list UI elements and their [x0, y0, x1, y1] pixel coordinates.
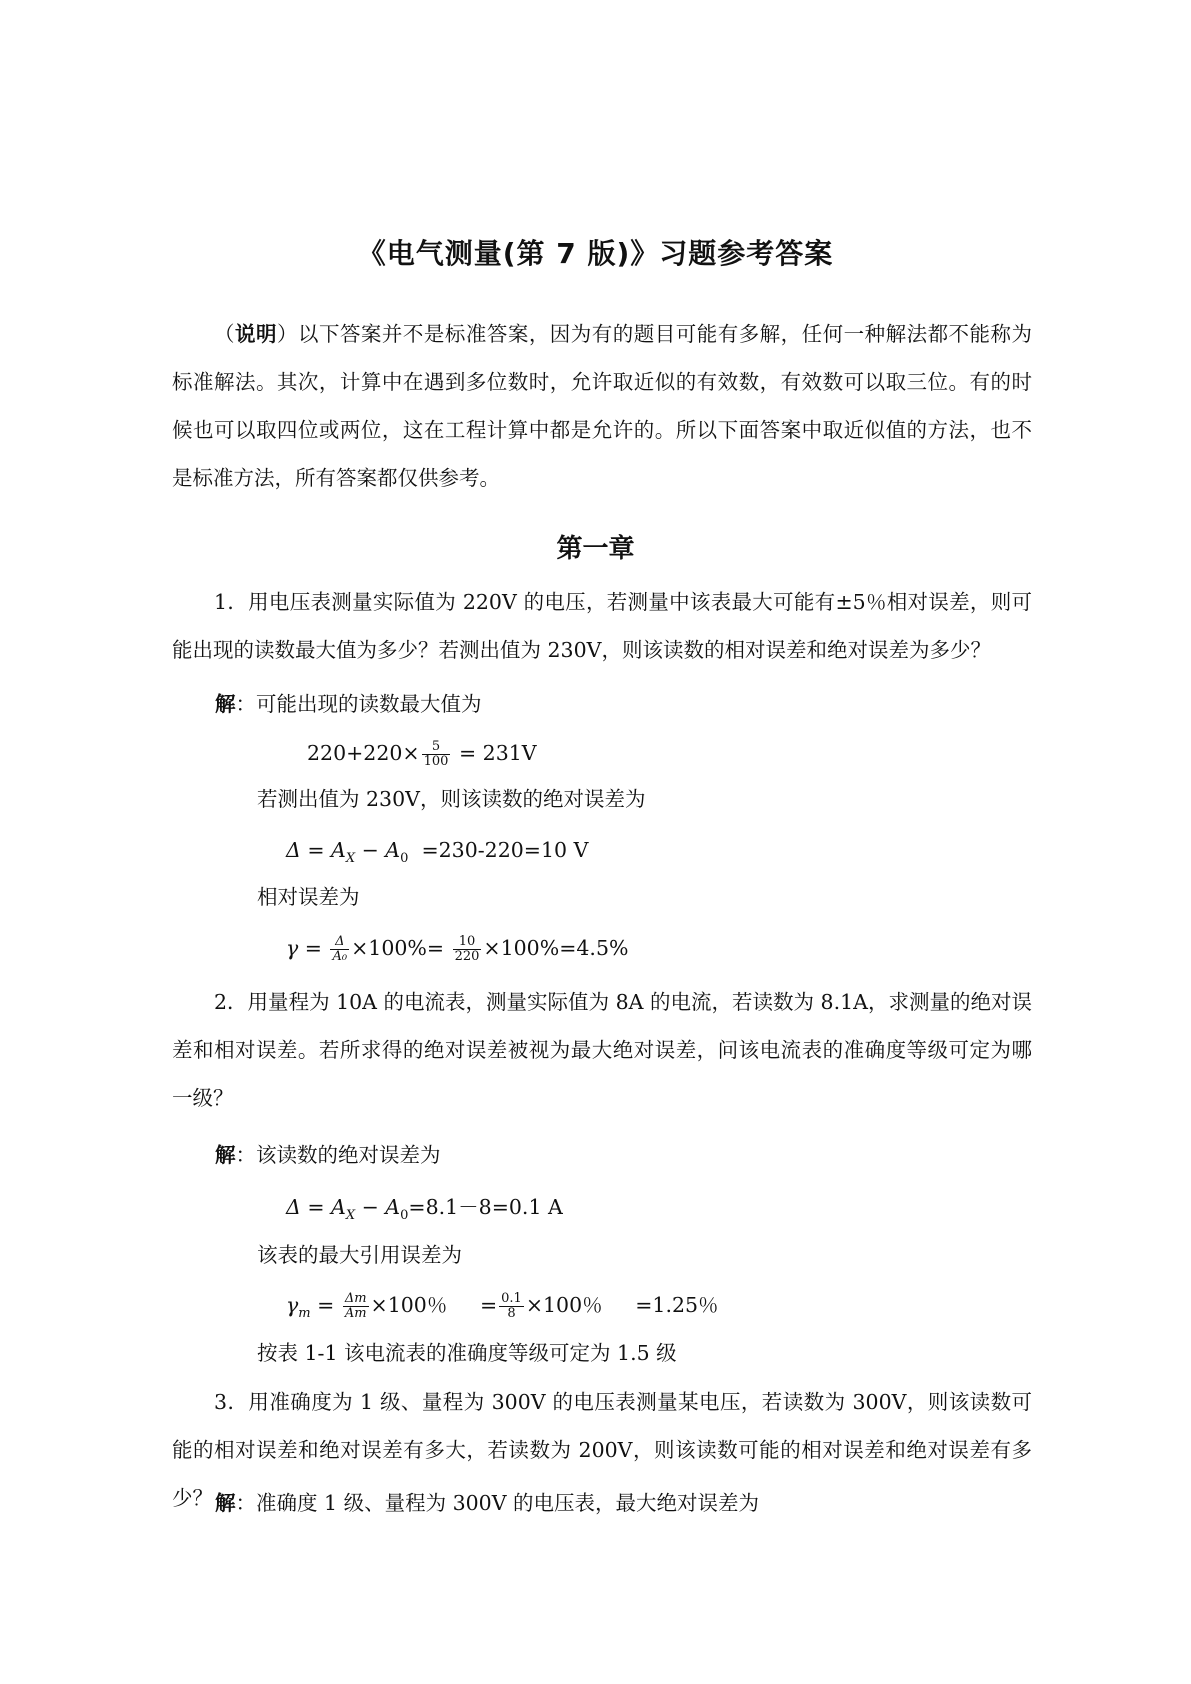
gamma-symbol: γ = — [286, 936, 322, 960]
equals-2: = — [479, 1293, 498, 1317]
q3-solution-intro — [215, 1488, 759, 1518]
eq-rhs: =1.25％ — [635, 1293, 719, 1317]
q1-equation-1 — [307, 738, 537, 769]
chapter-heading: 第一章 — [556, 534, 635, 564]
subscript-0: 0 — [400, 1208, 409, 1224]
gamma-subscript: m — [298, 1306, 311, 1322]
question-3: 3．用准确度为 1 级、量程为 300V 的电压表测量某电压，若读数为 300V，则该读数可能的相对误差和绝对误差有多大，若读数为 200V，则该读数可能的相对误差和绝对误差有多少？ — [172, 1390, 1032, 1510]
denominator: 220 — [454, 949, 480, 964]
q1-line-2: 若测出值为 230V，则该读数的绝对误差为 — [257, 787, 646, 811]
eq-mid: ×100%= — [351, 936, 445, 960]
note-open-paren: （ — [214, 322, 235, 346]
q2-equation-2 — [286, 1290, 719, 1329]
denominator: 100 — [423, 754, 449, 769]
note-paragraph — [172, 310, 1032, 502]
q1-line-3: 相对误差为 — [257, 885, 360, 909]
solution-label: 解 — [215, 692, 236, 716]
eq-mid: − A — [355, 838, 401, 862]
numerator: 5 — [422, 740, 451, 755]
numerator: 0.1 — [501, 1291, 522, 1306]
question-2: 2．用量程为 10A 的电流表，测量实际值为 8A 的电流，若读数为 8.1A，求测量的绝对误差和相对误差。若所求得的绝对误差被视为最大绝对误差，问该电流表的准确度等级可定为哪一级？ — [172, 990, 1032, 1110]
q2-solution-intro — [215, 1140, 441, 1170]
eq-rhs: =230-220=10 V — [421, 838, 589, 862]
eq-mid-2: ×100％ — [525, 1293, 603, 1317]
q2-line-3: 按表 1-1 该电流表的准确度等级可定为 1.5 级 — [257, 1341, 677, 1365]
eq-mid: ×100％ — [370, 1293, 448, 1317]
eq-rhs: =8.1－8=0.1 A — [408, 1195, 563, 1219]
solution-label: 解 — [215, 1491, 236, 1515]
numerator: 10 — [453, 935, 482, 950]
numerator: Δ — [330, 935, 349, 950]
q2-equation-1 — [286, 1192, 563, 1231]
fraction-1 — [343, 1292, 369, 1321]
eq-lhs: Δ = A — [286, 838, 346, 862]
eq-mid: − A — [355, 1195, 401, 1219]
solution-text: ：准确度 1 级、量程为 300V 的电压表，最大绝对误差为 — [235, 1491, 760, 1515]
document-title: 《电气测量(第 7 版)》习题参考答案 — [357, 237, 834, 270]
q1-equation-3 — [286, 933, 628, 964]
eq-right: = 231V — [458, 741, 537, 765]
eq-lhs: Δ = A — [286, 1195, 346, 1219]
denominator: A₀ — [332, 949, 348, 964]
denominator: 8 — [507, 1306, 516, 1321]
q1-solution-intro — [215, 689, 482, 719]
question-1: 1．用电压表测量实际值为 220V 的电压，若测量中该表最大可能有±5％相对误差，则可能出现的读数最大值为多少？若测出值为 230V，则该读数的相对误差和绝对误差为多少？ — [172, 590, 1032, 662]
subscript-0: 0 — [400, 851, 409, 867]
q2-line-2: 该表的最大引用误差为 — [257, 1243, 462, 1267]
note-label: 说明 — [235, 322, 277, 346]
note-text: ）以下答案并不是标准答案，因为有的题目可能有多解，任何一种解法都不能称为标准解法。其次，计算中在遇到多位数时，允许取近似的有效数，有效数可以取三位。有的时候也可以取四位或两位，这在工程计算中都是允许的。所以下面答案中取近似值的方法，也不是标准方法，所有答案都仅供参考。 — [172, 322, 1033, 490]
denominator: Am — [344, 1306, 367, 1321]
numerator: Δm — [344, 1291, 367, 1306]
solution-text: ：可能出现的读数最大值为 — [235, 692, 482, 716]
eq-left: 220+220× — [307, 741, 420, 765]
subscript-x: X — [345, 1208, 356, 1224]
solution-label: 解 — [215, 1143, 236, 1167]
fraction — [422, 740, 451, 769]
gamma-symbol: γ — [286, 1293, 299, 1317]
solution-text: ：该读数的绝对误差为 — [235, 1143, 441, 1167]
equals: = — [310, 1293, 335, 1317]
eq-rhs: ×100%=4.5% — [483, 936, 629, 960]
subscript-x: X — [345, 851, 356, 867]
fraction-2 — [453, 935, 482, 964]
fraction-2 — [499, 1292, 524, 1321]
q1-equation-2 — [286, 835, 588, 874]
fraction-1 — [330, 935, 349, 964]
